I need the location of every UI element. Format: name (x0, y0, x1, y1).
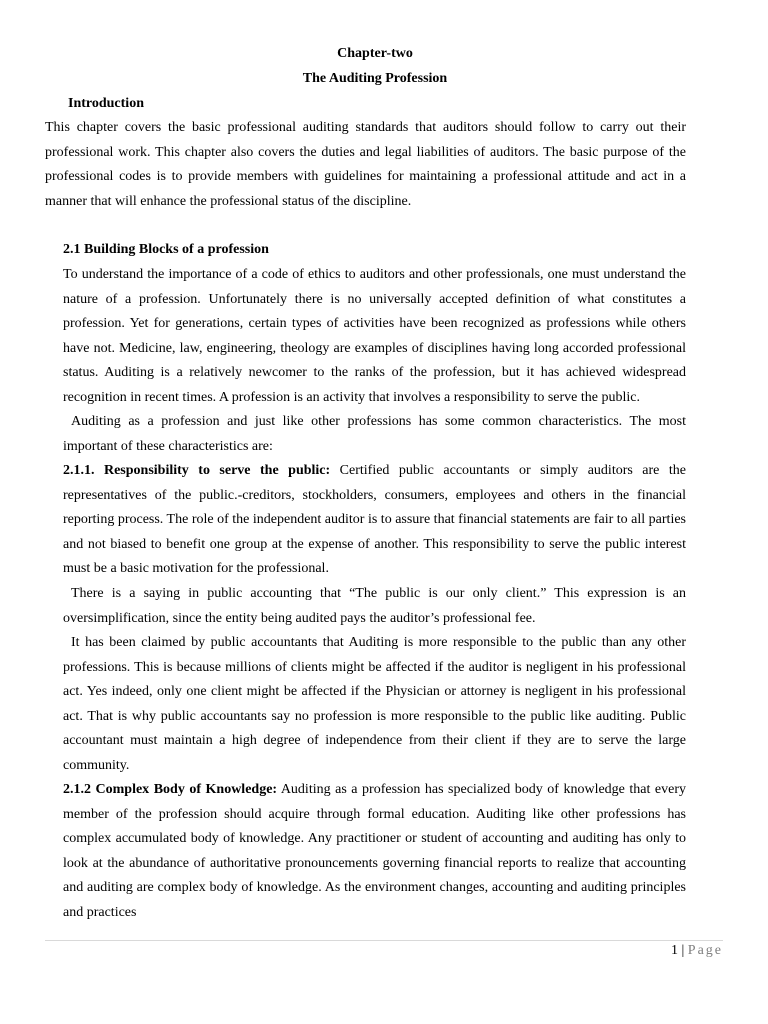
body-paragraph: To understand the importance of a code of ethics to auditors and other professionals, one must understand the nature of a profession. Unfortunately there is no universally accepted definition of what constitutes a profession. Yet for generations, certain types of activities have been recognized as professions while others have not. Medicine, law, engineering, theology are examples of disciplines having long accorded professional status. Auditing is a relatively newcomer to the ranks of the profession, but it has achieved widespread recognition in recent times. A profession is an activity that involves a responsibility to serve the public. (63, 267, 686, 405)
paragraph-text: There is a saying in public accounting that “The public is our only client.” This expression is an oversimplification, since the entity being audited pays the auditor’s professional fee. (63, 586, 686, 626)
body-paragraph (63, 410, 686, 459)
body-paragraph (63, 582, 686, 631)
introduction-heading: Introduction (68, 96, 144, 111)
subsection-heading: 2.1.1. Responsibility to serve the public: (63, 463, 331, 478)
paragraph-text: Auditing as a profession has specialized body of knowledge that every member of the profession should acquire through formal education. Auditing like other professions has complex accumulated body of knowledge. Any practitioner or student of accounting and auditing has only to look at the abundance of authoritative pronouncements governing financial reports to realize that accounting and auditing are complex body of knowledge. As the environment changes, accounting and auditing principles and practices (63, 782, 687, 920)
subsection-heading: 2.1.2 Complex Body of Knowledge: (63, 782, 278, 797)
subsection-paragraph (63, 778, 686, 926)
chapter-title: Chapter-two (337, 46, 413, 61)
body-paragraph (63, 631, 686, 779)
paragraph-text: It has been claimed by public accountants that Auditing is more responsible to the public than any other professions. This is because millions of clients might be affected if the auditor is negligent in his professional act. Yes indeed, only one client might be affected if the Physician or attorney is negligent in his professional act. That is why public accountants say no profession is more responsible to the public like auditing. Public accountant must maintain a high degree of independence from their client if they are to serve the large community. (63, 635, 686, 773)
intro-paragraph: This chapter covers the basic professional auditing standards that auditors should follow to carry out their professional work. This chapter also covers the duties and legal liabilities of auditors. The basic purpose of the professional codes is to provide members with guidelines for maintaining a professional attitude and act in a manner that will enhance the professional status of the discipline. (45, 120, 686, 209)
page-label: Page (687, 943, 723, 958)
section-heading: 2.1 Building Blocks of a profession (63, 242, 269, 257)
footer-divider (45, 940, 723, 941)
page-footer (671, 942, 723, 960)
paragraph-text: Certified public accountants or simply auditors are the representatives of the public.-creditors, stockholders, consumers, employees and others in the financial reporting process. The role of the independent auditor is to assure that financial statements are fair to all parties and not biased to benefit one group at the expense of another. This responsibility to serve the public interest must be a basic motivation for the professional. (63, 463, 686, 577)
subsection-paragraph (63, 459, 686, 582)
page-number: 1 (670, 943, 678, 958)
paragraph-text: Auditing as a profession and just like other professions has some common characteristics. The most important of these characteristics are: (63, 414, 686, 454)
chapter-subtitle: The Auditing Profession (302, 71, 448, 86)
footer-separator: | (681, 943, 685, 958)
